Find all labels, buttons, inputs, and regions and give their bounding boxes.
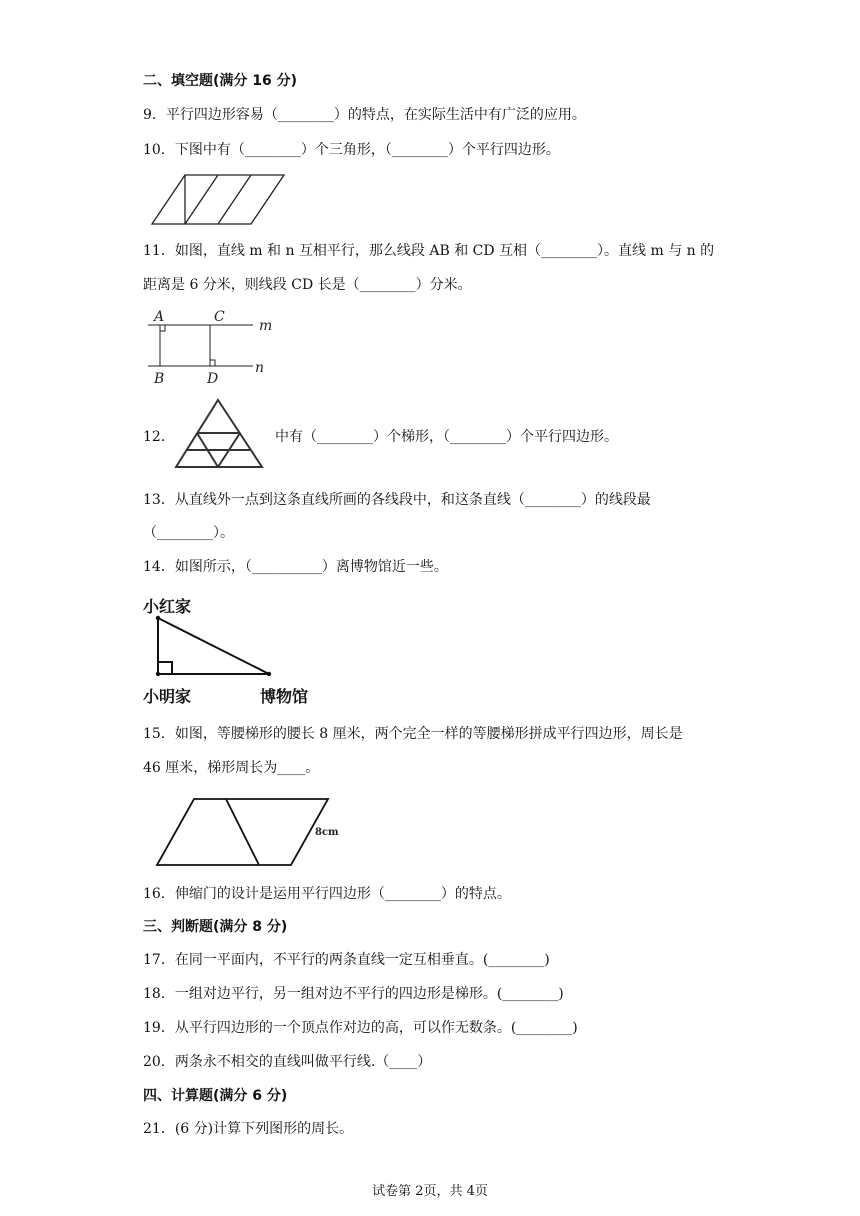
label-museum: 博物馆 [260, 687, 309, 706]
label-A: A [154, 309, 165, 325]
question-13-line1: 13．从直线外一点到这条直线所画的各线段中，和这条直线（________）的线段最 [143, 492, 651, 508]
question-14: 14．如图所示，（__________）离博物馆近一些。 [143, 559, 448, 575]
question-19: 19．从平行四边形的一个顶点作对边的高，可以作无数条。(________) [143, 1020, 578, 1036]
label-D: D [207, 371, 219, 387]
label-C: C [214, 309, 225, 325]
question-13-line2: （________）。 [143, 525, 234, 541]
q11-parallel-lines-figure [145, 306, 275, 388]
q15-trapezoid-figure [150, 793, 360, 871]
page-footer: 试卷第 2页，共 4页 [372, 1184, 488, 1199]
section-fill-heading: 二、填空题(满分 16 分) [143, 73, 298, 89]
q10-parallelogram-figure [150, 172, 290, 228]
label-B: B [154, 371, 165, 387]
label-xiaohong-home: 小红家 [143, 597, 192, 616]
label-8cm: 8cm [315, 827, 339, 838]
section-judge-heading: 三、判断题(满分 8 分) [143, 919, 288, 935]
question-11-line2: 距离是 6 分米，则线段 CD 长是（________）分米。 [143, 277, 472, 293]
question-18: 18．一组对边平行，另一组对边不平行的四边形是梯形。(________) [143, 986, 564, 1002]
q12-triangle-figure [174, 398, 266, 470]
question-21: 21．(6 分)计算下列图形的周长。 [143, 1121, 354, 1137]
question-17: 17．在同一平面内，不平行的两条直线一定互相垂直。(________) [143, 952, 550, 968]
question-9: 9．平行四边形容易（________）的特点，在实际生活中有广泛的应用。 [143, 107, 586, 123]
label-m: m [259, 318, 273, 334]
question-15-line1: 15．如图，等腰梯形的腰长 8 厘米，两个完全一样的等腰梯形拼成平行四边形，周长是 [143, 726, 683, 742]
label-xiaoming-home: 小明家 [143, 687, 192, 706]
section-calc-heading: 四、计算题(满分 6 分) [143, 1088, 288, 1104]
question-16: 16．伸缩门的设计是运用平行四边形（________）的特点。 [143, 886, 511, 902]
label-n: n [255, 360, 265, 376]
question-12-number: 12． [143, 429, 175, 445]
question-15-line2: 46 厘米，梯形周长为____。 [143, 760, 320, 776]
question-11-line1: 11．如图，直线 m 和 n 互相平行，那么线段 AB 和 CD 互相（________）。直线 m 与 n 的 [143, 243, 715, 259]
question-12-text: 中有（________）个梯形，（________）个平行四边形。 [275, 429, 618, 445]
question-10: 10．下图中有（________）个三角形，（________）个平行四边形。 [143, 142, 560, 158]
question-20: 20．两条永不相交的直线叫做平行线.（____） [143, 1054, 432, 1070]
q14-distance-figure [143, 594, 343, 706]
